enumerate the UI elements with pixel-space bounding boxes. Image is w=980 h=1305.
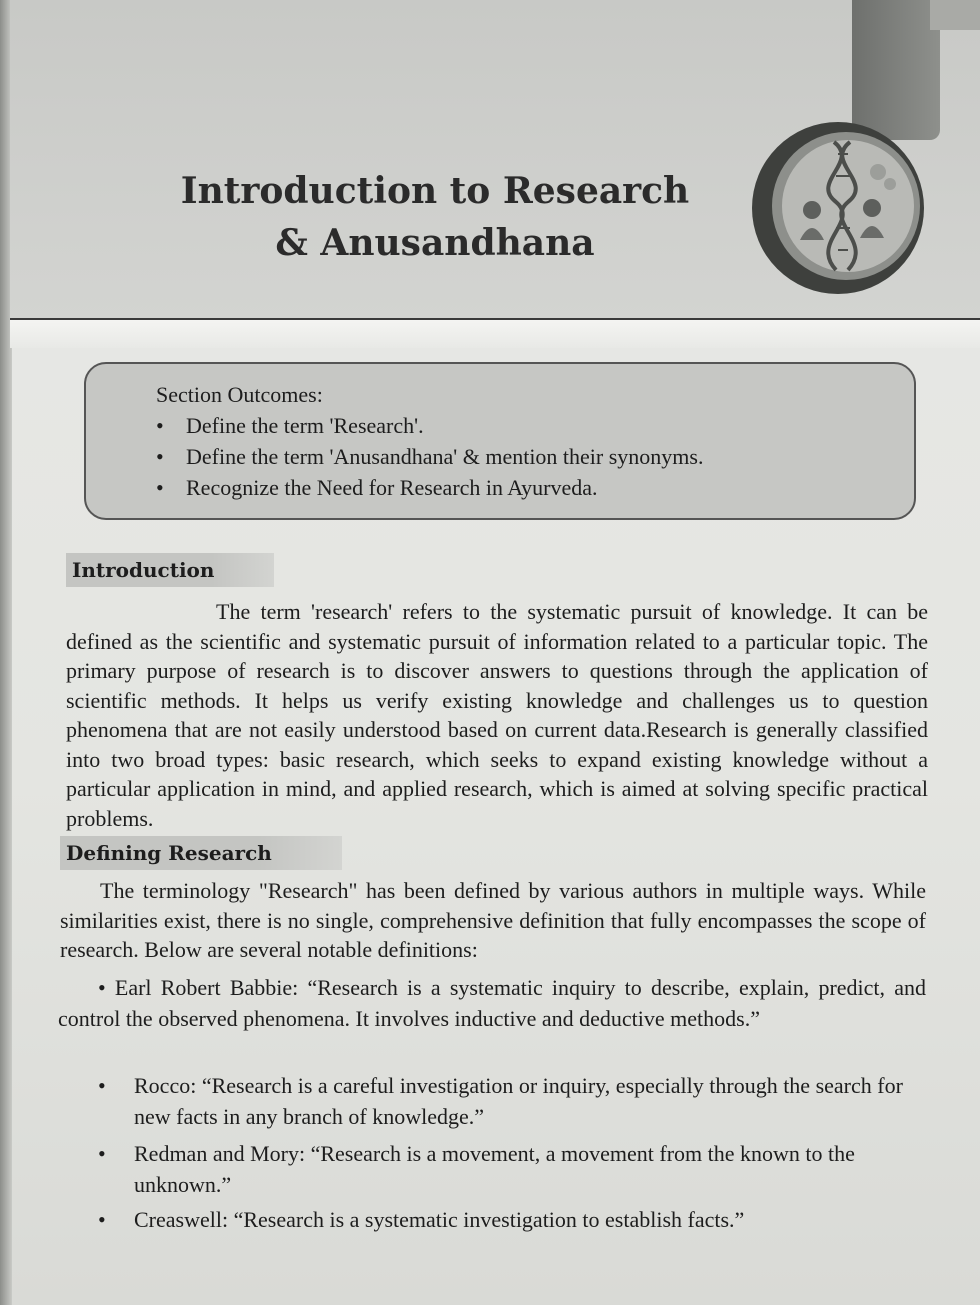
section-outcomes-list [156,410,703,503]
defining-research-heading: Defining Research [60,836,342,870]
outcome-item: • Recognize the Need for Research in Ayurveda. [156,472,703,503]
outcome-item: • Define the term 'Anusandhana' & mention their synonyms. [156,441,703,472]
definition-list-item [98,1070,926,1132]
introduction-text: The term 'research' refers to the systematic pursuit of knowledge. It can be defined as the scientific and systematic pursuit of information related to a particular topic. The primary purpose of research is to discover answers to questions through the application of scientific methods. It helps us verify existing knowledge and challenges us to question phenomena that are not easily understood based on current data.Research is generally classified into two broad types: basic research, which seeks to expand existing knowledge without a particular application in mind, and applied research, which is aimed at solving specific practical problems. [66,599,928,831]
chapter-tab-strip [930,0,980,30]
chapter-tab [852,0,940,140]
dna-emblem-icon [750,120,926,296]
definition-list-item [98,1138,926,1200]
outcome-item: • Define the term 'Research'. [156,410,703,441]
babbie-definition: • Earl Robert Babbie: “Research is a systematic inquiry to describe, explain, predict, and control the observed phenomena. It involves inductive and deductive methods.” [58,975,926,1031]
chapter-title [150,165,720,269]
section-outcomes-title: Section Outcomes: [156,382,323,407]
bullet-icon: • [98,1141,106,1166]
header-shadow [10,320,980,348]
defining-research-paragraph: The terminology "Research" has been defined by various authors in multiple ways. While similarities exist, there is no single, comprehensive definition that fully encompasses the scope of research. Below are several notable definitions: [60,878,926,962]
bullet-icon: • [98,1073,106,1098]
definition-text: Creaswell: “Research is a systematic investigation to establish facts.” [134,1207,745,1232]
introduction-heading: Introduction [66,553,274,587]
introduction-paragraph [66,597,928,833]
section-outcomes-box [84,362,916,520]
chapter-title-line-1: Introduction to Research [180,170,690,212]
definition-text: Rocco: “Research is a careful investigation or inquiry, especially through the search for new facts in any branch of knowledge.” [134,1073,903,1129]
definition-text: Redman and Mory: “Research is a movement, a movement from the known to the unknown.” [134,1141,855,1197]
chapter-title-line-2: & Anusandhana [275,222,595,264]
bullet-icon: • [98,1207,106,1232]
definition-list-item [98,1204,926,1235]
